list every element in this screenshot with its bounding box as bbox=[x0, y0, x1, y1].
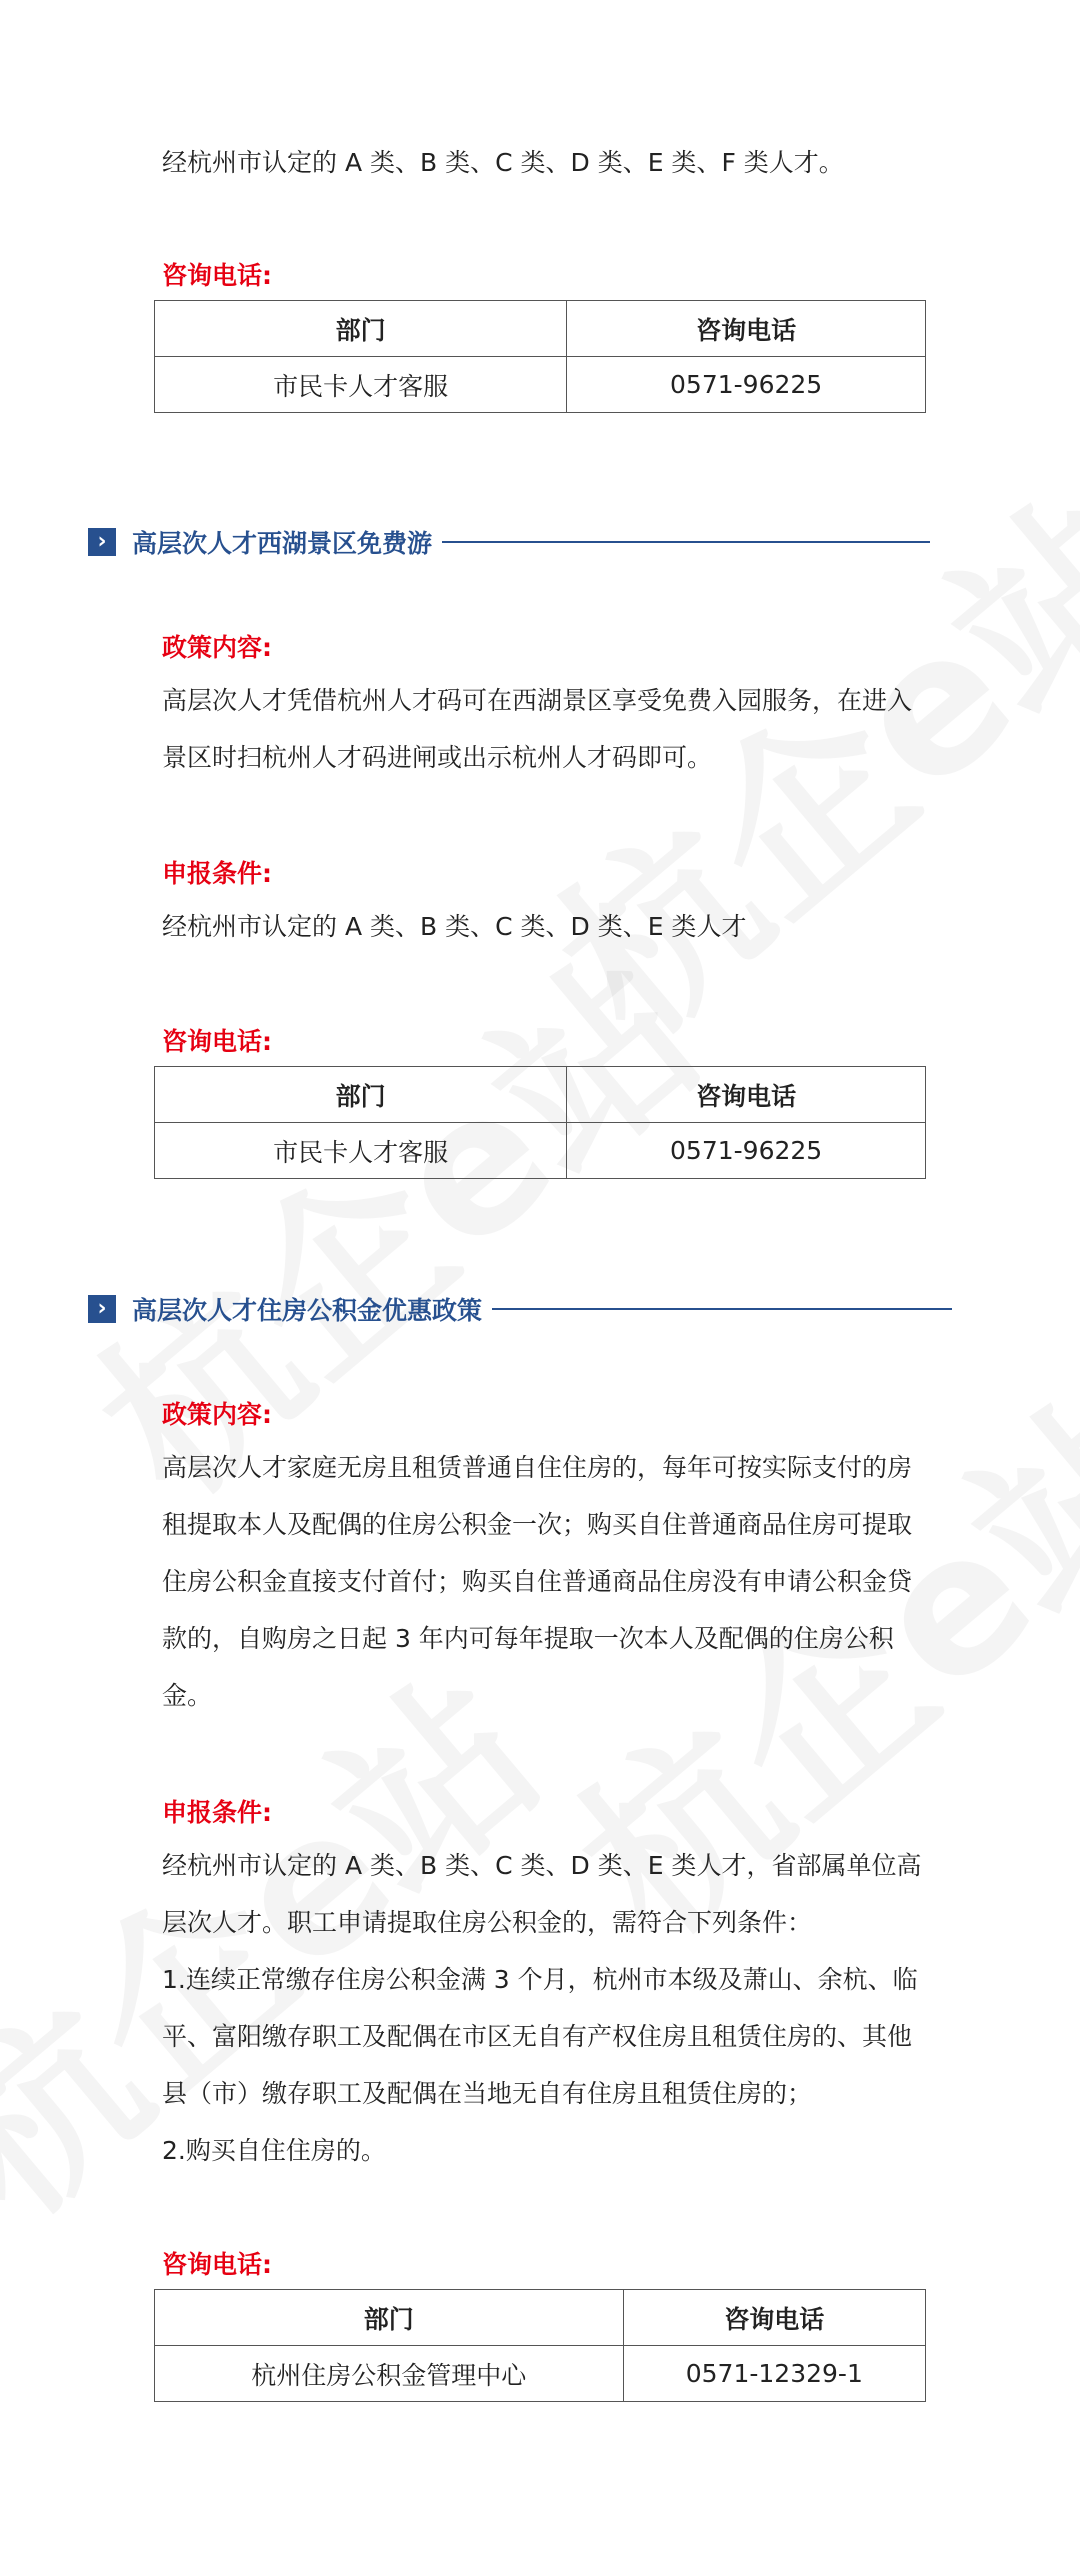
table-header-phone: 咨询电话 bbox=[567, 301, 926, 357]
section-title: 高层次人才住房公积金优惠政策 bbox=[132, 1296, 483, 1325]
condition-text: 经杭州市认定的 A 类、B 类、C 类、D 类、E 类人才，省部属单位高层次人才。职工申请提取住房公积金的，需符合下列条件： bbox=[162, 1851, 922, 1937]
contact-table bbox=[154, 1066, 926, 1179]
phone-cell: 0571-96225 bbox=[567, 1123, 926, 1179]
table-header-phone: 咨询电话 bbox=[623, 2290, 925, 2346]
phone-cell: 0571-96225 bbox=[567, 357, 926, 413]
dept-cell: 市民卡人才客服 bbox=[155, 357, 567, 413]
contact-table bbox=[154, 300, 926, 413]
table-header-row bbox=[155, 1067, 926, 1123]
section-divider bbox=[442, 541, 930, 543]
dept-cell: 杭州住房公积金管理中心 bbox=[155, 2346, 624, 2402]
condition-label: 申报条件: bbox=[162, 1798, 272, 1827]
policy-label: 政策内容: bbox=[162, 633, 272, 662]
policy-text: 高层次人才家庭无房且租赁普通自住住房的，每年可按实际支付的房租提取本人及配偶的住房公积金一次；购买自住普通商品住房可提取住房公积金直接支付首付；购买自住普通商品住房没有申请公积金贷款的，自购房之日起 3 年内可每年提取一次本人及配偶的住房公积金。 bbox=[162, 1453, 913, 1710]
phone-cell: 0571-12329-1 bbox=[623, 2346, 925, 2402]
chevron-right-icon: › bbox=[88, 1295, 116, 1323]
condition-label: 申报条件: bbox=[162, 859, 272, 888]
section-title: 高层次人才西湖景区免费游 bbox=[132, 529, 433, 558]
table-row bbox=[155, 1123, 926, 1179]
section-divider bbox=[492, 1308, 952, 1310]
policy-text: 高层次人才凭借杭州人才码可在西湖景区享受免费入园服务，在进入景区时扫杭州人才码进闸或出示杭州人才码即可。 bbox=[162, 686, 913, 772]
condition-item-1: 1.连续正常缴存住房公积金满 3 个月，杭州市本级及萧山、余杭、临平、富阳缴存职工及配偶在市区无自有产权住房且租赁住房的、其他县（市）缴存职工及配偶在当地无自有住房且租赁住房的； bbox=[162, 1965, 918, 2108]
table-row bbox=[155, 357, 926, 413]
contact-label: 咨询电话: bbox=[162, 1027, 272, 1056]
contact-label: 咨询电话: bbox=[162, 2250, 272, 2279]
condition-item-2: 2.购买自住住房的。 bbox=[162, 2136, 386, 2165]
table-header-row bbox=[155, 301, 926, 357]
table-header-dept: 部门 bbox=[155, 1067, 567, 1123]
section1-text: 经杭州市认定的 A 类、B 类、C 类、D 类、E 类、F 类人才。 bbox=[162, 148, 844, 177]
table-header-row bbox=[155, 2290, 926, 2346]
condition-text: 经杭州市认定的 A 类、B 类、C 类、D 类、E 类人才 bbox=[162, 912, 747, 941]
section-heading bbox=[88, 1294, 952, 1324]
section-heading bbox=[88, 527, 930, 557]
policy-label: 政策内容: bbox=[162, 1400, 272, 1429]
contact-table bbox=[154, 2289, 926, 2402]
table-header-dept: 部门 bbox=[155, 2290, 624, 2346]
contact-label: 咨询电话: bbox=[162, 261, 272, 290]
chevron-right-icon: › bbox=[88, 528, 116, 556]
dept-cell: 市民卡人才客服 bbox=[155, 1123, 567, 1179]
table-header-dept: 部门 bbox=[155, 301, 567, 357]
table-header-phone: 咨询电话 bbox=[567, 1067, 926, 1123]
table-row bbox=[155, 2346, 926, 2402]
